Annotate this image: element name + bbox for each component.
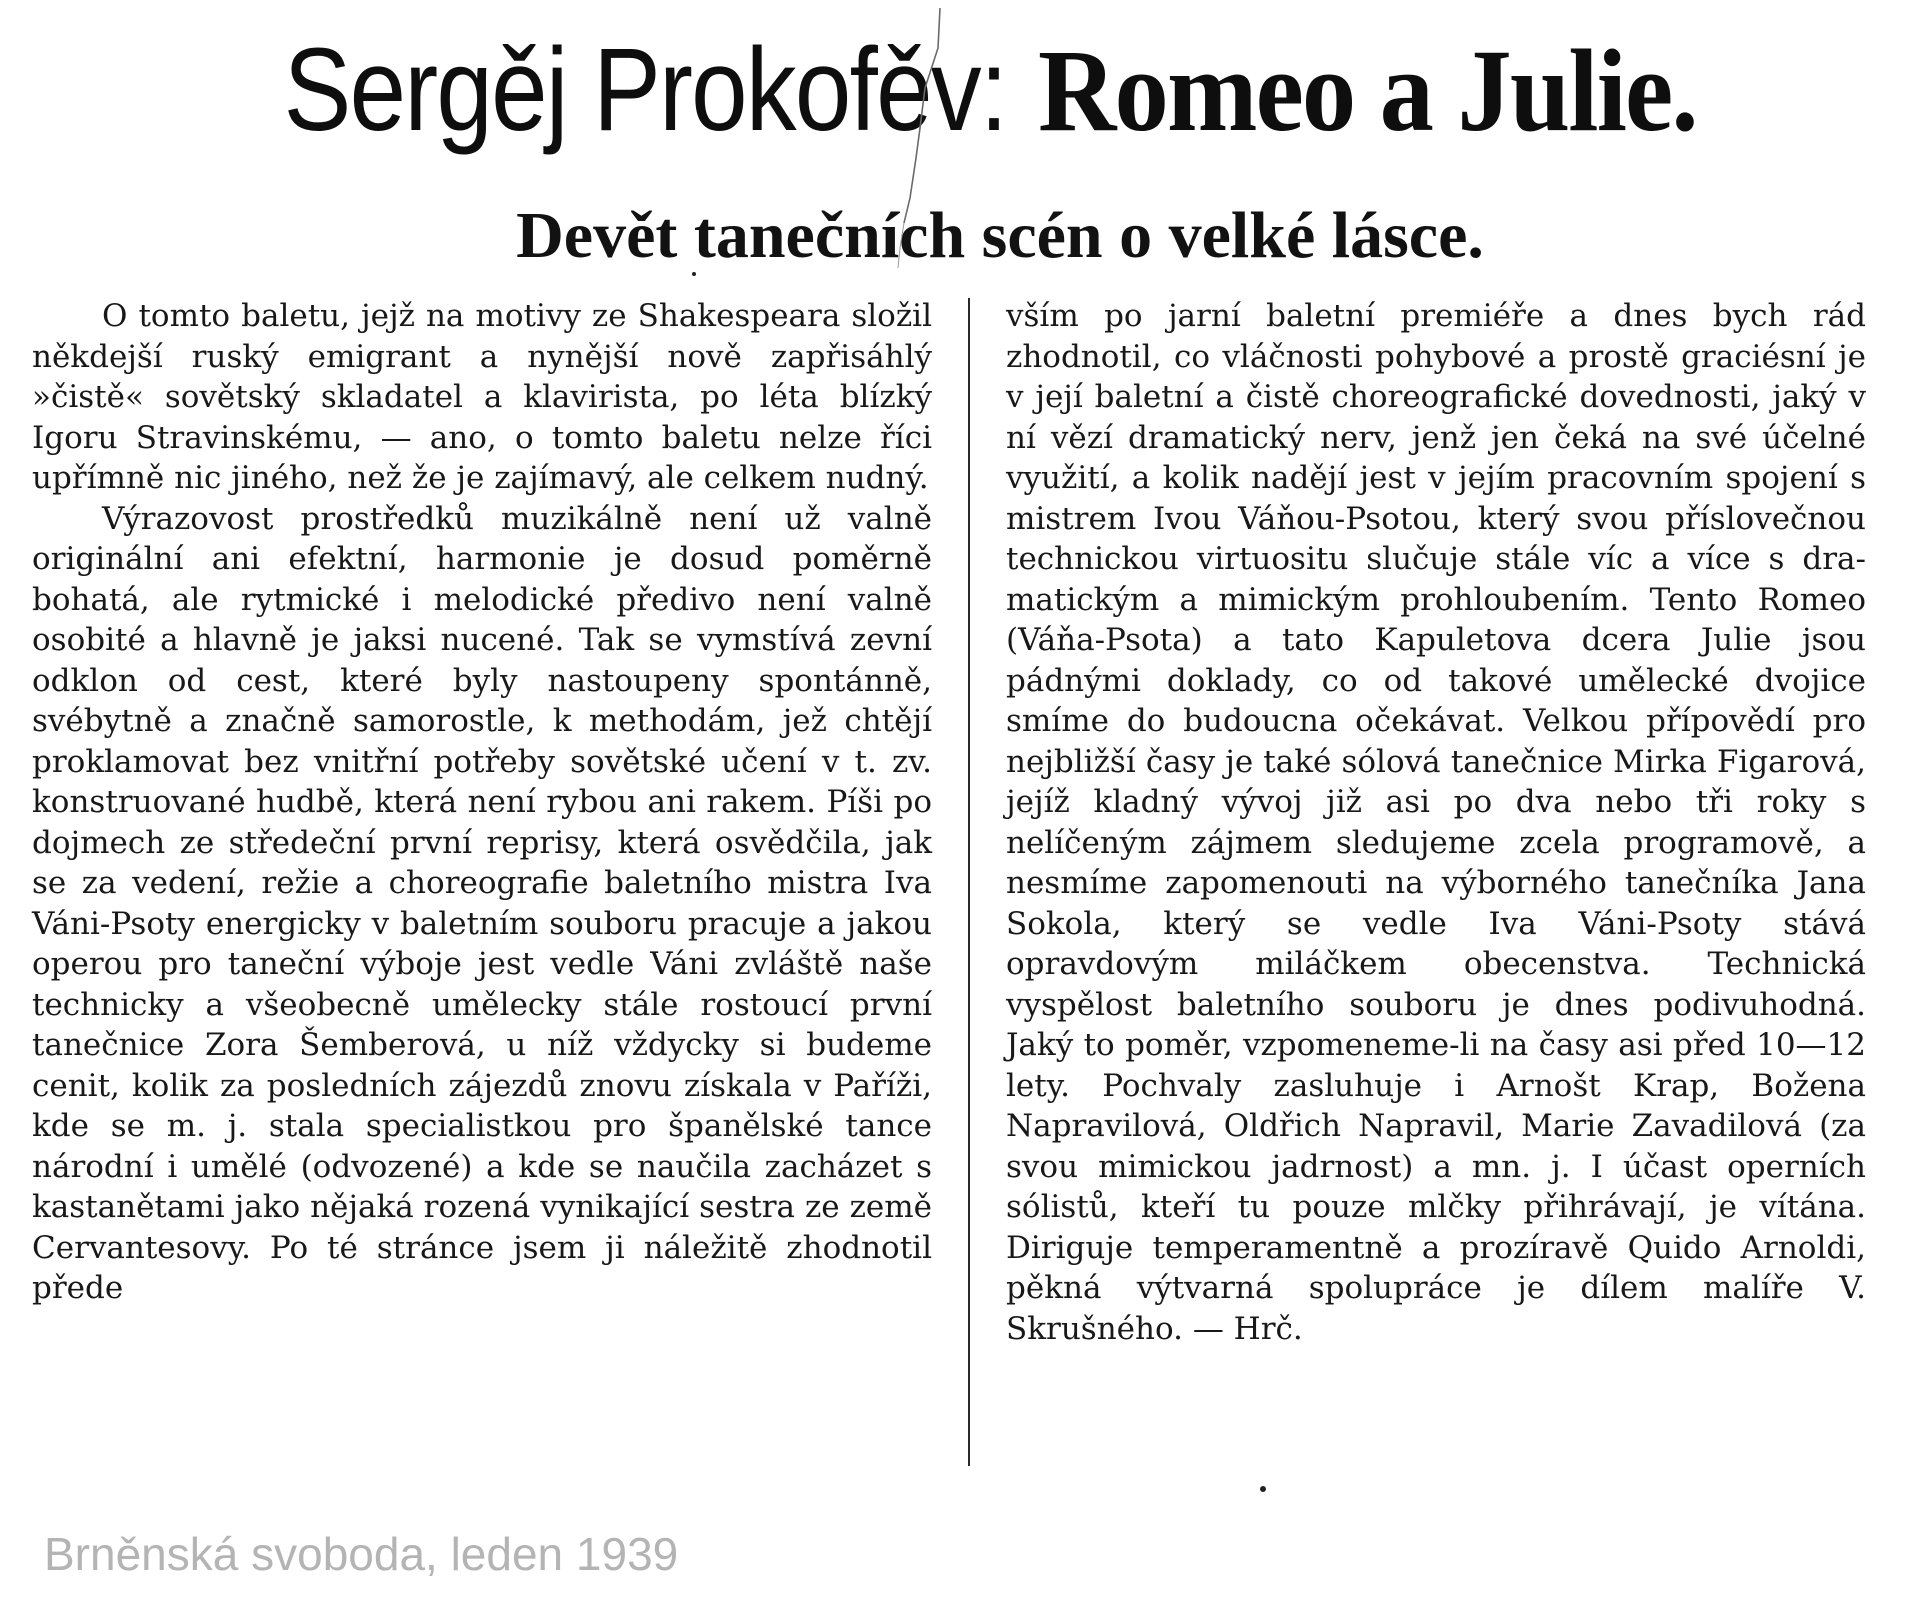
ink-speck	[692, 272, 696, 276]
article-paragraph: O tomto baletu, jejž na motivy ze Shakespeara složil někdejší ruský emigrant a nynější nově zapřisáhlý »čistě« sovětský skladatel a klavirista, po léta blízký Igoru Stravinskému, — ano, o tomto baletu nelze říci upřímně nic jiného, než že je zajímavý, ale celkem nudný.	[32, 298, 932, 496]
headline-title: Romeo a Julie.	[1037, 25, 1697, 156]
column-divider	[968, 298, 970, 1466]
subheadline: Devět tanečních scén o velké lásce.	[516, 199, 1484, 272]
article-column-right	[1006, 296, 1866, 1349]
article-paragraph: vším po jarní baletní premiéře a dnes bych rád zhodnotil, co vláčnosti pohybové a prostě graciésní je v její baletní a čistě choreografické dovednosti, jaký v ní vězí dramatický nerv, jenž jen čeká na své účelné využití, a kolik nadějí jest v jejím pracovním spojení s mistrem Ivou Váňou-Psotou, který svou příslovečnou technickou virtuositu slučuje stále víc a více s dramatickým a mimickým prohloubením. Tento Romeo (Váňa-Psota) a tato Kapuletova dcera Julie jsou pádnými doklady, co od takové umělecké dvojice smíme do budoucna očekávat. Velkou přípovědí pro nejbližší časy je také sólová tanečnice Mirka Figarová, jejíž kladný vývoj již asi po dva nebo tři roky s nelíčeným zájmem sledujeme zcela programově, a nesmíme zapomenouti na výborného tanečníka Jana Sokola, který se vedle Iva Váni-Psoty stává opravdovým miláčkem obecenstva. Technická vyspělost baletního souboru je dnes podivuhodná. Jaký to poměr, vzpomeneme-li na časy asi před 10—12 lety. Pochvaly zasluhuje i Arnošt Krap, Božena Napravilová, Oldřich Napravil, Marie Zavadilová (za svou mimickou jadrnost) a mn. j. I účast operních sólistů, kteří tu pouze mlčky přihrávají, je vítána. Diriguje temperamentně a prozíravě Quido Arnoldi, pěkná výtvarná spolupráce je dílem malíře V. Skrušného. — Hrč.	[1006, 298, 1866, 1347]
article-paragraph: Výrazovost prostředků muzikálně není už valně originální ani efektní, harmonie je dosud poměrně bohatá, ale rytmické i melodické předivo není valně osobité a hlavně je jaksi nucené. Tak se vymstívá zevní odklon od cest, které byly nastoupeny spontánně, svébytně a značně samorostle, k methodám, jež chtějí proklamovat bez vnitřní potřeby sovětské učení v t. zv. konstruované hudbě, která není rybou ani rakem. Píši po dojmech ze středeční první reprisy, která osvědčila, jak se za vedení, režie a choreografie baletního mistra Iva Váni-Psoty energicky v baletním souboru pracuje a jakou operou pro taneční výboje jest vedle Váni zvláště naše technicky a všeobecně umělecky stále rostoucí první tanečnice Zora Šemberová, u níž vždycky si budeme cenit, kolik za posledních zájezdů znovu získala v Paříži, kde se m. j. stala specialistkou pro španělské tance národní i umělé (odvozené) a kde se naučila zacházet s kastanětami jako nějaká rozená vynikající sestra ze země Cervantesovy. Po té stránce jsem ji náležitě zhodnotil přede	[32, 500, 932, 1306]
headline-author: Sergěj Prokofěv:	[284, 24, 1007, 156]
paper-crease	[20, 8, 1900, 308]
newspaper-clipping	[20, 8, 1900, 1514]
ink-speck	[1260, 1486, 1266, 1492]
article-column-left	[32, 296, 932, 1309]
source-caption: Brněnská svoboda, leden 1939	[44, 1528, 679, 1580]
